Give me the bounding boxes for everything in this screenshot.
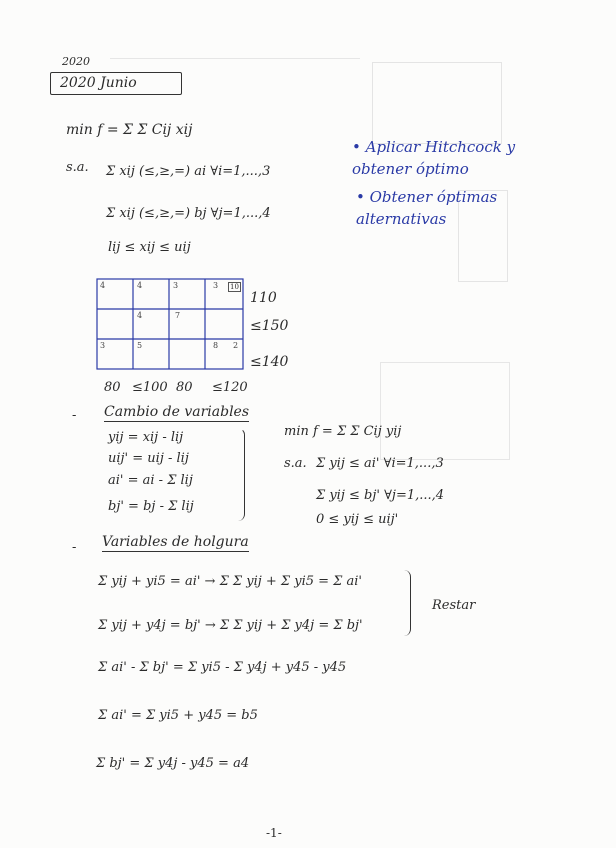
date-label: 2020 Junio — [60, 75, 137, 91]
note-alternatives-text: Obtener óptimas alternativas — [356, 188, 498, 228]
cell-r1c3: 3 — [173, 281, 179, 290]
header-scribble: 2020 — [62, 55, 90, 68]
transformed-c3: 0 ≤ yij ≤ uij' — [316, 512, 399, 527]
cell-r1c3-wrap — [173, 281, 178, 290]
change-line-1: yij = xij - lij — [108, 430, 184, 445]
subject-to-label: s.a. — [66, 160, 89, 175]
slack-brace — [404, 570, 411, 636]
cell-r3c4: 8 — [213, 341, 219, 350]
note-hitchcock-text: Aplicar Hitchcock y obtener óptimo — [352, 138, 516, 178]
slack-line-3: Σ ai' - Σ bj' = Σ yi5 - Σ y4j + y45 - y45 — [98, 660, 347, 675]
cell-r1c1: 4 — [100, 281, 106, 290]
constraint-bounds: lij ≤ xij ≤ uij — [108, 240, 191, 255]
supply-row-3: ≤140 — [250, 354, 289, 370]
cell-r3c5: 2 — [233, 341, 239, 350]
cell-r2c4-wrap — [175, 311, 180, 320]
cell-r3c2-wrap — [137, 341, 142, 350]
note-alternatives — [356, 186, 516, 230]
cell-r2c2-wrap — [137, 311, 142, 320]
constraint-supply: Σ xij (≤,≥,=) ai ∀i=1,...,3 — [106, 164, 271, 179]
slack-line-5: Σ bj' = Σ y4j - y45 = a4 — [96, 756, 250, 771]
transformed-c2: Σ yij ≤ bj' ∀j=1,...,4 — [316, 488, 445, 503]
change-line-4: bj' = bj - Σ lij — [108, 499, 194, 514]
note-bullet-2: • — [356, 188, 370, 206]
change-line-3: ai' = ai - Σ lij — [108, 473, 193, 488]
note-hitchcock — [352, 136, 552, 180]
slack-line-4: Σ ai' = Σ yi5 + y45 = b5 — [98, 708, 258, 723]
cell-r1-bound: 10 — [230, 283, 239, 291]
bullet-dash-2: - — [72, 540, 77, 555]
transformed-c1: Σ yij ≤ ai' ∀i=1,...,3 — [316, 456, 444, 471]
slack-line-2: Σ yij + y4j = bj' → Σ Σ yij + Σ y4j = Σ bj' — [98, 618, 363, 633]
transport-table-grid — [96, 278, 246, 373]
cell-r1c2: 4 — [137, 281, 143, 290]
slack-title: Variables de holgura — [102, 534, 249, 550]
bleed-through-grid-3 — [380, 362, 510, 460]
transformed-objective: min f = Σ Σ Cij yij — [284, 424, 402, 439]
cell-r3c2: 5 — [137, 341, 143, 350]
supply-row-1: 110 — [250, 290, 277, 306]
bullet-dash-1: - — [72, 408, 77, 423]
demand-col-4: ≤120 — [212, 380, 248, 395]
change-line-2: uij' = uij - lij — [108, 451, 189, 466]
note-bullet-1: • — [352, 138, 366, 156]
table-row-1 — [100, 281, 105, 290]
change-vars-title: Cambio de variables — [104, 404, 250, 420]
supply-row-2: ≤150 — [250, 318, 289, 334]
cell-r2c2: 4 — [137, 311, 143, 320]
objective-function: min f = Σ Σ Cij xij — [66, 122, 193, 138]
cell-r1c4-wrap — [213, 281, 218, 290]
change-vars-brace — [238, 428, 245, 521]
bleed-through-grid — [372, 62, 502, 144]
demand-col-1: 80 — [104, 380, 121, 395]
cell-r1c4: 3 — [213, 281, 219, 290]
transformed-st: s.a. — [284, 456, 307, 471]
cell-r3c1: 3 — [100, 341, 106, 350]
demand-col-2: ≤100 — [132, 380, 168, 395]
cell-r1c2-wrap — [137, 281, 142, 290]
restar-label: Restar — [432, 598, 476, 613]
cell-r2c4: 7 — [175, 311, 181, 320]
cell-r3c4-wrap — [213, 341, 218, 350]
slack-line-1: Σ yij + yi5 = ai' → Σ Σ yij + Σ yi5 = Σ ai' — [98, 574, 362, 589]
cell-r3c5-wrap — [233, 341, 238, 350]
demand-col-3: 80 — [176, 380, 193, 395]
constraint-demand: Σ xij (≤,≥,=) bj ∀j=1,...,4 — [106, 206, 271, 221]
page-number: -1- — [266, 826, 282, 840]
cell-r3c1-wrap — [100, 341, 105, 350]
